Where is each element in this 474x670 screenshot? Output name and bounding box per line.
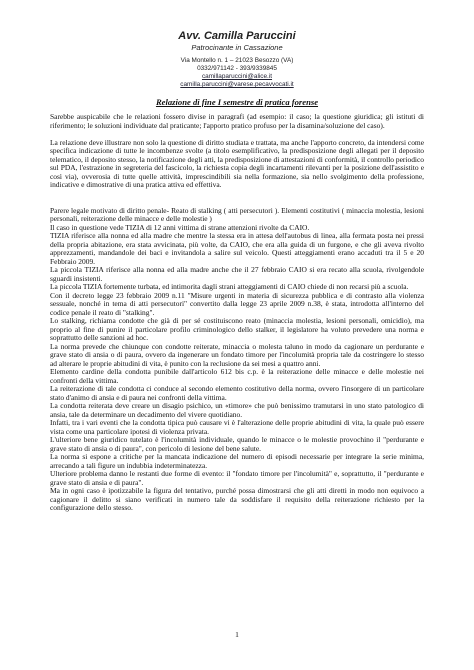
page-number: 1 bbox=[235, 630, 239, 639]
paragraph: La piccola TIZIA fortemente turbata, ed intimorita dagli strani atteggiamenti di CAIO chiede di non recarsi più a scuola. bbox=[50, 282, 409, 291]
paragraph: Con il decreto legge 23 febbraio 2009 n.11 "Misure urgenti in materia di sicurezza pubblica e di contrasto alla violenza sessuale, nonché in tema di atti persecutori" convertito dalla legge 23 aprile 2009 n.38, è stata, introdotta all'interno del codice penale il reato di "stalking". bbox=[50, 290, 424, 317]
paragraph: Infatti, tra i vari eventi che la condotta tipica può causare vi è l'alterazione delle proprie abitudini di vita, la quale può essere vista come una particolare ipotesi di violenza privata. bbox=[50, 418, 424, 436]
paragraph: Elemento cardine della condotta punibile dall'articolo 612 bis c.p. è la reiterazione delle minacce e delle molestie nei confronti della vittima. bbox=[50, 367, 424, 385]
paragraph: TIZIA riferisce alla nonna ed alla madre che mentre la stessa era in attesa dell'autobus di linea, alla fermata posta nei pressi della propria abitazione, era stata avvicinata, più volte, da CAIO, che era alla guida di un furgone, e che gli aveva rivolto apprezzamenti, mandandole dei baci e invitandola a salire sul veicolo. Questi atteggiamenti erano accaduti tra il 5 e 20 Febbraio 2009. bbox=[50, 231, 424, 266]
paragraph: Il caso in questione vede TIZIA di 12 anni vittima di strane attenzioni rivolte da CAIO. bbox=[50, 222, 310, 232]
office-address: Via Montello n. 1 – 21023 Besozzo (VA) bbox=[180, 57, 294, 64]
paragraph: La relazione deve illustrare non solo la questione di diritto studiata e trattata, ma anche l'apporto concreto, da intendersi come specifica indicazione di tutte le incombenze svolte (a titolo esemplificativo, la predisposizione degli allegati per il deposito telematico, il deposito stesso, la notificazione degli atti, la predisposizione di attestazioni di conformità, il controllo periodico sul PDA, l'estrazione in segreteria del fascicolo, la richiesta copia degli incartamenti rilevanti per la posizione dell'assistito e così via), ovverosia di tutte quelle attività, imprescindibili sia nella formazione, sia nello svolgimento della professione, indicative e dimostrative di una pratica attiva ed effettiva. bbox=[50, 137, 424, 189]
paragraph: La norma si espone a critiche per la mancata indicazione del numero di episodi necessarie per integrare la serie minima, arrecando a tali figure un indubbia indeterminatezza. bbox=[50, 452, 424, 470]
paragraph: La piccola TIZIA riferisce alla nonna ed alla madre anche che il 27 febbraio CAIO si era recato alla scuola, rivolgendole sguardi insistenti. bbox=[50, 265, 424, 283]
phone-numbers: 0332/971142 - 393/9339845 bbox=[197, 65, 277, 72]
paragraph: Lo stalking, richiama condotte che già di per sé costituiscono reato (minaccia molestia, lesioni personali, omicidio), ma proprio al fine di punire il particolare profilo criminologico dello stalker, il legislatore ha voluto prevedere una norma e soprattutto delle sanzioni ad hoc. bbox=[50, 316, 424, 342]
paragraph: Ma in ogni caso è ipotizzabile la figura del tentativo, purché possa dimostrarsi che gli atti diretti in modo non equivoco a cagionare il delitto si siano verificati in numero tale da soddisfare il requisito della reiterazione richiesto per la configurazione dello stesso. bbox=[50, 486, 424, 512]
letterhead-contacts bbox=[0, 57, 474, 89]
paragraph: Ulteriore problema danno le restanti due forme di evento: il "fondato timore per l'incolumità" e, soprattutto, il "perdurante e grave stato di ansia e di paura". bbox=[50, 469, 424, 487]
document-body bbox=[50, 113, 424, 513]
paragraph: La reiterazione di tale condotta ci conduce al secondo elemento costitutivo della norma, ovvero l'insorgere di un particolare stato d'animo di ansia e di paura nei confronti della vittima. bbox=[50, 384, 424, 402]
email-link[interactable]: camillaparuccini@alice.it bbox=[201, 73, 273, 80]
paragraph: La norma prevede che chiunque con condotte reiterate, minaccia o molesta taluno in modo da cagionare un perdurante e grave stato di ansia o di paura, ovvero da ingenerare un fondato timore per l'incolumità propria tale da costringere lo stesso ad alterare le proprie abitudini di vita, è punito con la reclusione da sei mesi a quattro anni. bbox=[50, 341, 424, 368]
lawyer-name: Avv. Camilla Paruccini bbox=[178, 30, 296, 42]
pec-email-link[interactable]: camilla.paruccini@varese.pecavvocati.it bbox=[180, 81, 294, 88]
document-title: Relazione di fine I semestre di pratica forense bbox=[155, 97, 319, 107]
lawyer-qualification: Patrocinante in Cassazione bbox=[191, 43, 283, 52]
paragraph: Sarebbe auspicabile che le relazioni fossero divise in paragrafi (ad esempio: il caso; la questione giuridica; gli istituti di riferimento; le soluzioni individuate dal praticante; l'apporto pratico profuso per la disamina/soluzione del caso). bbox=[50, 112, 424, 130]
paragraph: La condotta reiterata deve creare un disagio psichico, un «timore» che può benissimo tramutarsi in uno stato patologico di ansia, tale da determinare un decadimento del vivere quotidiano. bbox=[50, 401, 424, 419]
paragraph: Parere legale motivato di diritto penale- Reato di stalking ( atti persecutori ). Elementi costitutivi ( minaccia molestia, lesioni personali, reiterazione delle minacce e delle molestie ) bbox=[50, 205, 424, 223]
paragraph: L'ulteriore bene giuridico tutelato è l'incolumità individuale, quando le minacce o le molestie provochino il "perdurante e grave stato di ansia o di paura", con pericolo di lesione del bene salute. bbox=[50, 435, 424, 453]
